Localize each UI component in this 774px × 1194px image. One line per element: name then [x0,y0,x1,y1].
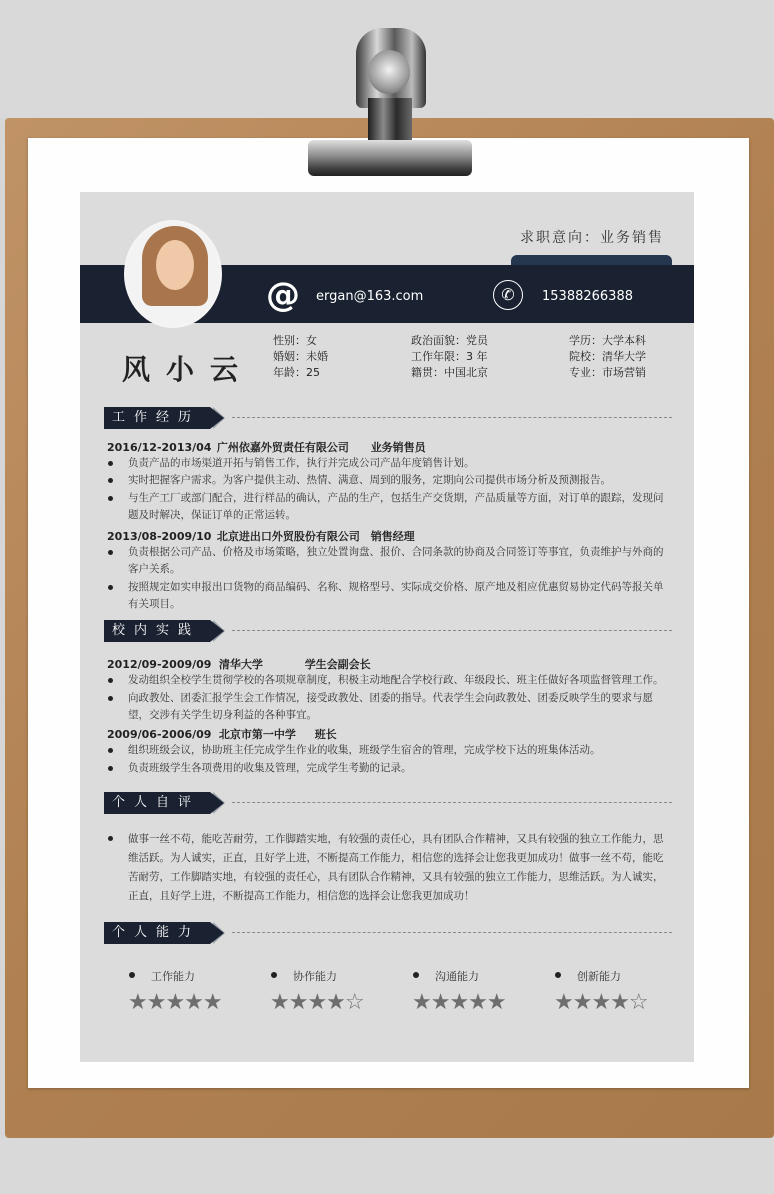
at-icon: @ [266,275,300,315]
campus-date: 2012/09-2009/09 [107,658,212,671]
info-origin: 籍贯：中国北京 [411,366,488,379]
avatar-face [156,240,194,290]
list-item: 实时把握客户需求。为客户提供主动、热情、满意、周到的服务，定期向公司提供市场分析及预测报告。 [107,472,669,489]
section-divider [232,802,672,803]
background-bottom [0,1138,774,1194]
candidate-name: 风小云 [122,353,255,386]
info-marital: 婚姻：未婚 [273,350,328,363]
binder-clip [306,28,474,176]
info-col-1 [273,333,328,381]
skill-innov-label: 创新能力 [577,970,621,983]
info-col-3 [569,333,646,381]
info-major: 专业：市场营销 [569,366,646,379]
header-arrow [210,407,224,429]
job-company: 广州依嘉外贸责任有限公司 [216,441,349,454]
info-degree: 学历：大学本科 [569,334,646,347]
list-item: 按照规定如实申报出口货物的商品编码、名称、规格型号、实际成交价格、原产地及相应优惠贸易协定代码等报关单有关项目。 [107,579,669,613]
list-item: 向政教处、团委汇报学生会工作情况，接受政教处、团委的指导。代表学生会向政教处、团委反映学生的要求与愿望，交涉有关学生切身利益的各种事宜。 [107,690,669,724]
skill-bullet [555,972,561,978]
header-arrow [210,620,224,642]
job-objective: 求职意向：业务销售 [520,230,664,246]
skill-collab-label: 协作能力 [293,970,337,983]
skill-bullet [129,972,135,978]
job-role: 业务销售员 [370,441,426,454]
phone-text[interactable]: 15388266388 [542,289,633,304]
clip-ring-hole [368,50,410,94]
skill-innov-stars: ★★★★☆ [554,990,648,1015]
header-arrow [210,792,224,814]
phone-icon: ✆ [493,280,523,310]
list-item: 负责产品的市场渠道开拓与销售工作，执行并完成公司产品年度销售计划。 [107,455,669,472]
section-title: 个人自评 [104,792,210,814]
info-school: 院校：清华大学 [569,350,646,363]
section-title: 校内实践 [104,620,210,642]
job-company: 北京进出口外贸股份有限公司 [216,530,360,543]
job-role: 销售经理 [370,530,415,543]
info-gender: 性别：女 [273,334,317,347]
campus-date: 2009/06-2006/09 [107,728,212,741]
campus-role: 学生会副会长 [304,658,371,671]
job-date: 2013/08-2009/10 [107,530,212,543]
campus-role: 班长 [314,728,337,741]
list-item: 与生产工厂或部门配合，进行样品的确认，产品的生产，包括生产交货期，产品质量等方面，对订单的跟踪，发现问题及时解决，保证订单的正常运转。 [107,490,669,524]
self-evaluation: 做事一丝不苟，能吃苦耐劳，工作脚踏实地，有较强的责任心，具有团队合作精神，又具有较强的独立工作能力，思维活跃。为人诚实，正直，且好学上进，不断提高工作能力，相信您的选择会让您我更加成功！做事一丝不苟，能吃苦耐劳，工作脚踏实地，有较强的责任心，具有团队合作精神，又具有较强的独立工作能力，思维活跃。为人诚实，正直，且好学上进，不断提高工作能力，相信您的选择会让您我更加成功！ [107,830,669,906]
section-divider [232,417,672,418]
info-politics: 政治面貌：党员 [411,334,488,347]
skill-bullet [271,972,277,978]
info-years: 工作年限：3 年 [411,350,488,363]
campus-org: 北京市第一中学 [218,728,296,741]
job-date: 2016/12-2013/04 [107,441,212,454]
list-item: 组织班级会议，协助班主任完成学生作业的收集，班级学生宿舍的管理，完成学校下达的班集体活动。 [107,742,669,759]
header-arrow [210,922,224,944]
job-2-header [107,528,415,544]
list-item: 发动组织全校学生贯彻学校的各项规章制度，积极主动地配合学校行政、年级段长、班主任做好各项监督管理工作。 [107,672,669,689]
campus-1-header [107,656,371,672]
clip-base [308,140,472,176]
info-col-2 [411,333,488,381]
list-item: 负责班级学生各项费用的收集及管理，完成学生考勤的记录。 [107,760,669,777]
skill-comm-label: 沟通能力 [435,970,479,983]
campus-org: 清华大学 [218,658,263,671]
campus-2-header [107,726,337,742]
section-title: 个人能力 [104,922,210,944]
skill-work-label: 工作能力 [151,970,195,983]
skill-bullet [413,972,419,978]
avatar [124,220,222,328]
section-title: 工作经历 [104,407,210,429]
section-divider [232,932,672,933]
skill-work-stars: ★★★★★ [128,990,222,1015]
job-1-header [107,439,426,455]
list-item: 负责根据公司产品、价格及市场策略，独立处置询盘、报价、合同条款的协商及合同签订等事宜，负责维护与外商的客户关系。 [107,544,669,578]
info-age: 年龄：25 [273,366,320,379]
skill-collab-stars: ★★★★☆ [270,990,364,1015]
skill-comm-stars: ★★★★★ [412,990,506,1015]
email-text[interactable]: ergan@163.com [316,289,424,304]
section-divider [232,630,672,631]
